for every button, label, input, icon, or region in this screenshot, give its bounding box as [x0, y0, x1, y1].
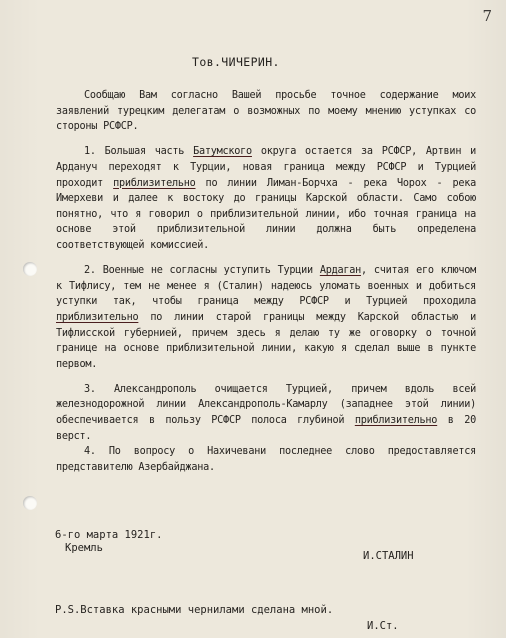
addressee: Тов.ЧИЧЕРИН. — [192, 55, 280, 69]
underlined-word: приблизительно — [354, 415, 438, 427]
underlined-word: приблизительно — [113, 177, 196, 189]
signature: И.СТАЛИН — [363, 550, 414, 562]
punch-hole — [23, 262, 37, 276]
postscript-initials: И.Ст. — [367, 620, 399, 632]
underlined-word: Ардаган — [319, 265, 362, 277]
letter-place: Кремль — [65, 542, 103, 554]
point-2-paragraph — [56, 263, 476, 372]
text-run: 3. Александрополь очищается Турцией, причем вдоль всей железнодорожной линии Александрополь-Камарлу (западнее этой линии) обеспечивается в пользу РСФСР полоса глубиной — [56, 383, 476, 427]
text-run: , считая его ключом к Тифлису, тем не менее я (Сталин) надеюсь уломать военных и добиться уступки так, чтобы граница между РСФСР и Турцией проходила — [56, 265, 476, 308]
page-number: 7 — [482, 7, 492, 25]
point-4-paragraph: 4. По вопросу о Нахичевани последнее слово предоставляется представителю Азербайджана. — [56, 446, 476, 473]
postscript: Р.S.Вставка красными чернилами сделана мной. — [55, 604, 334, 616]
letter-body — [56, 88, 476, 475]
text-run: по линии Лиман-Борчха - река Чорох - река Имерхеви и далее к востоку до границы Карской области. Само собою понятно, что я говорил о приблизительной линии, ибо точная граница на основе этой приблизительной линии должна быть определена соответствующей комиссией. — [56, 177, 476, 251]
text-run: по линии старой границы между Карской областью и Тифлисской губернией, причем здесь я делаю ту же оговорку о точной границе на основе приблизительной линии, какую я сделал выше в пункте первом. — [56, 311, 476, 370]
text-run: 1. Большая часть — [84, 146, 194, 158]
text-run: округа остается за РСФСР, Артвин и Ардануч переходят к Турции, новая граница между РСФСР и Турцией проходит — [56, 146, 476, 189]
underlined-word: Батумского — [193, 146, 252, 158]
point-1-paragraph — [56, 144, 476, 253]
underlined-word: приблизительно — [56, 311, 139, 323]
letter-date: 6-го марта 1921г. — [55, 529, 163, 541]
point-3-paragraph — [56, 382, 476, 444]
intro-paragraph: Сообщаю Вам согласно Вашей просьбе точное содержание моих заявлений турецким делегатам о возможных по моему мнению уступках со стороны РСФСР. — [56, 90, 476, 133]
text-run: в 20 верст. — [56, 415, 476, 442]
text-run: 2. Военные не согласны уступить Турции — [84, 265, 320, 277]
punch-hole — [23, 496, 37, 510]
